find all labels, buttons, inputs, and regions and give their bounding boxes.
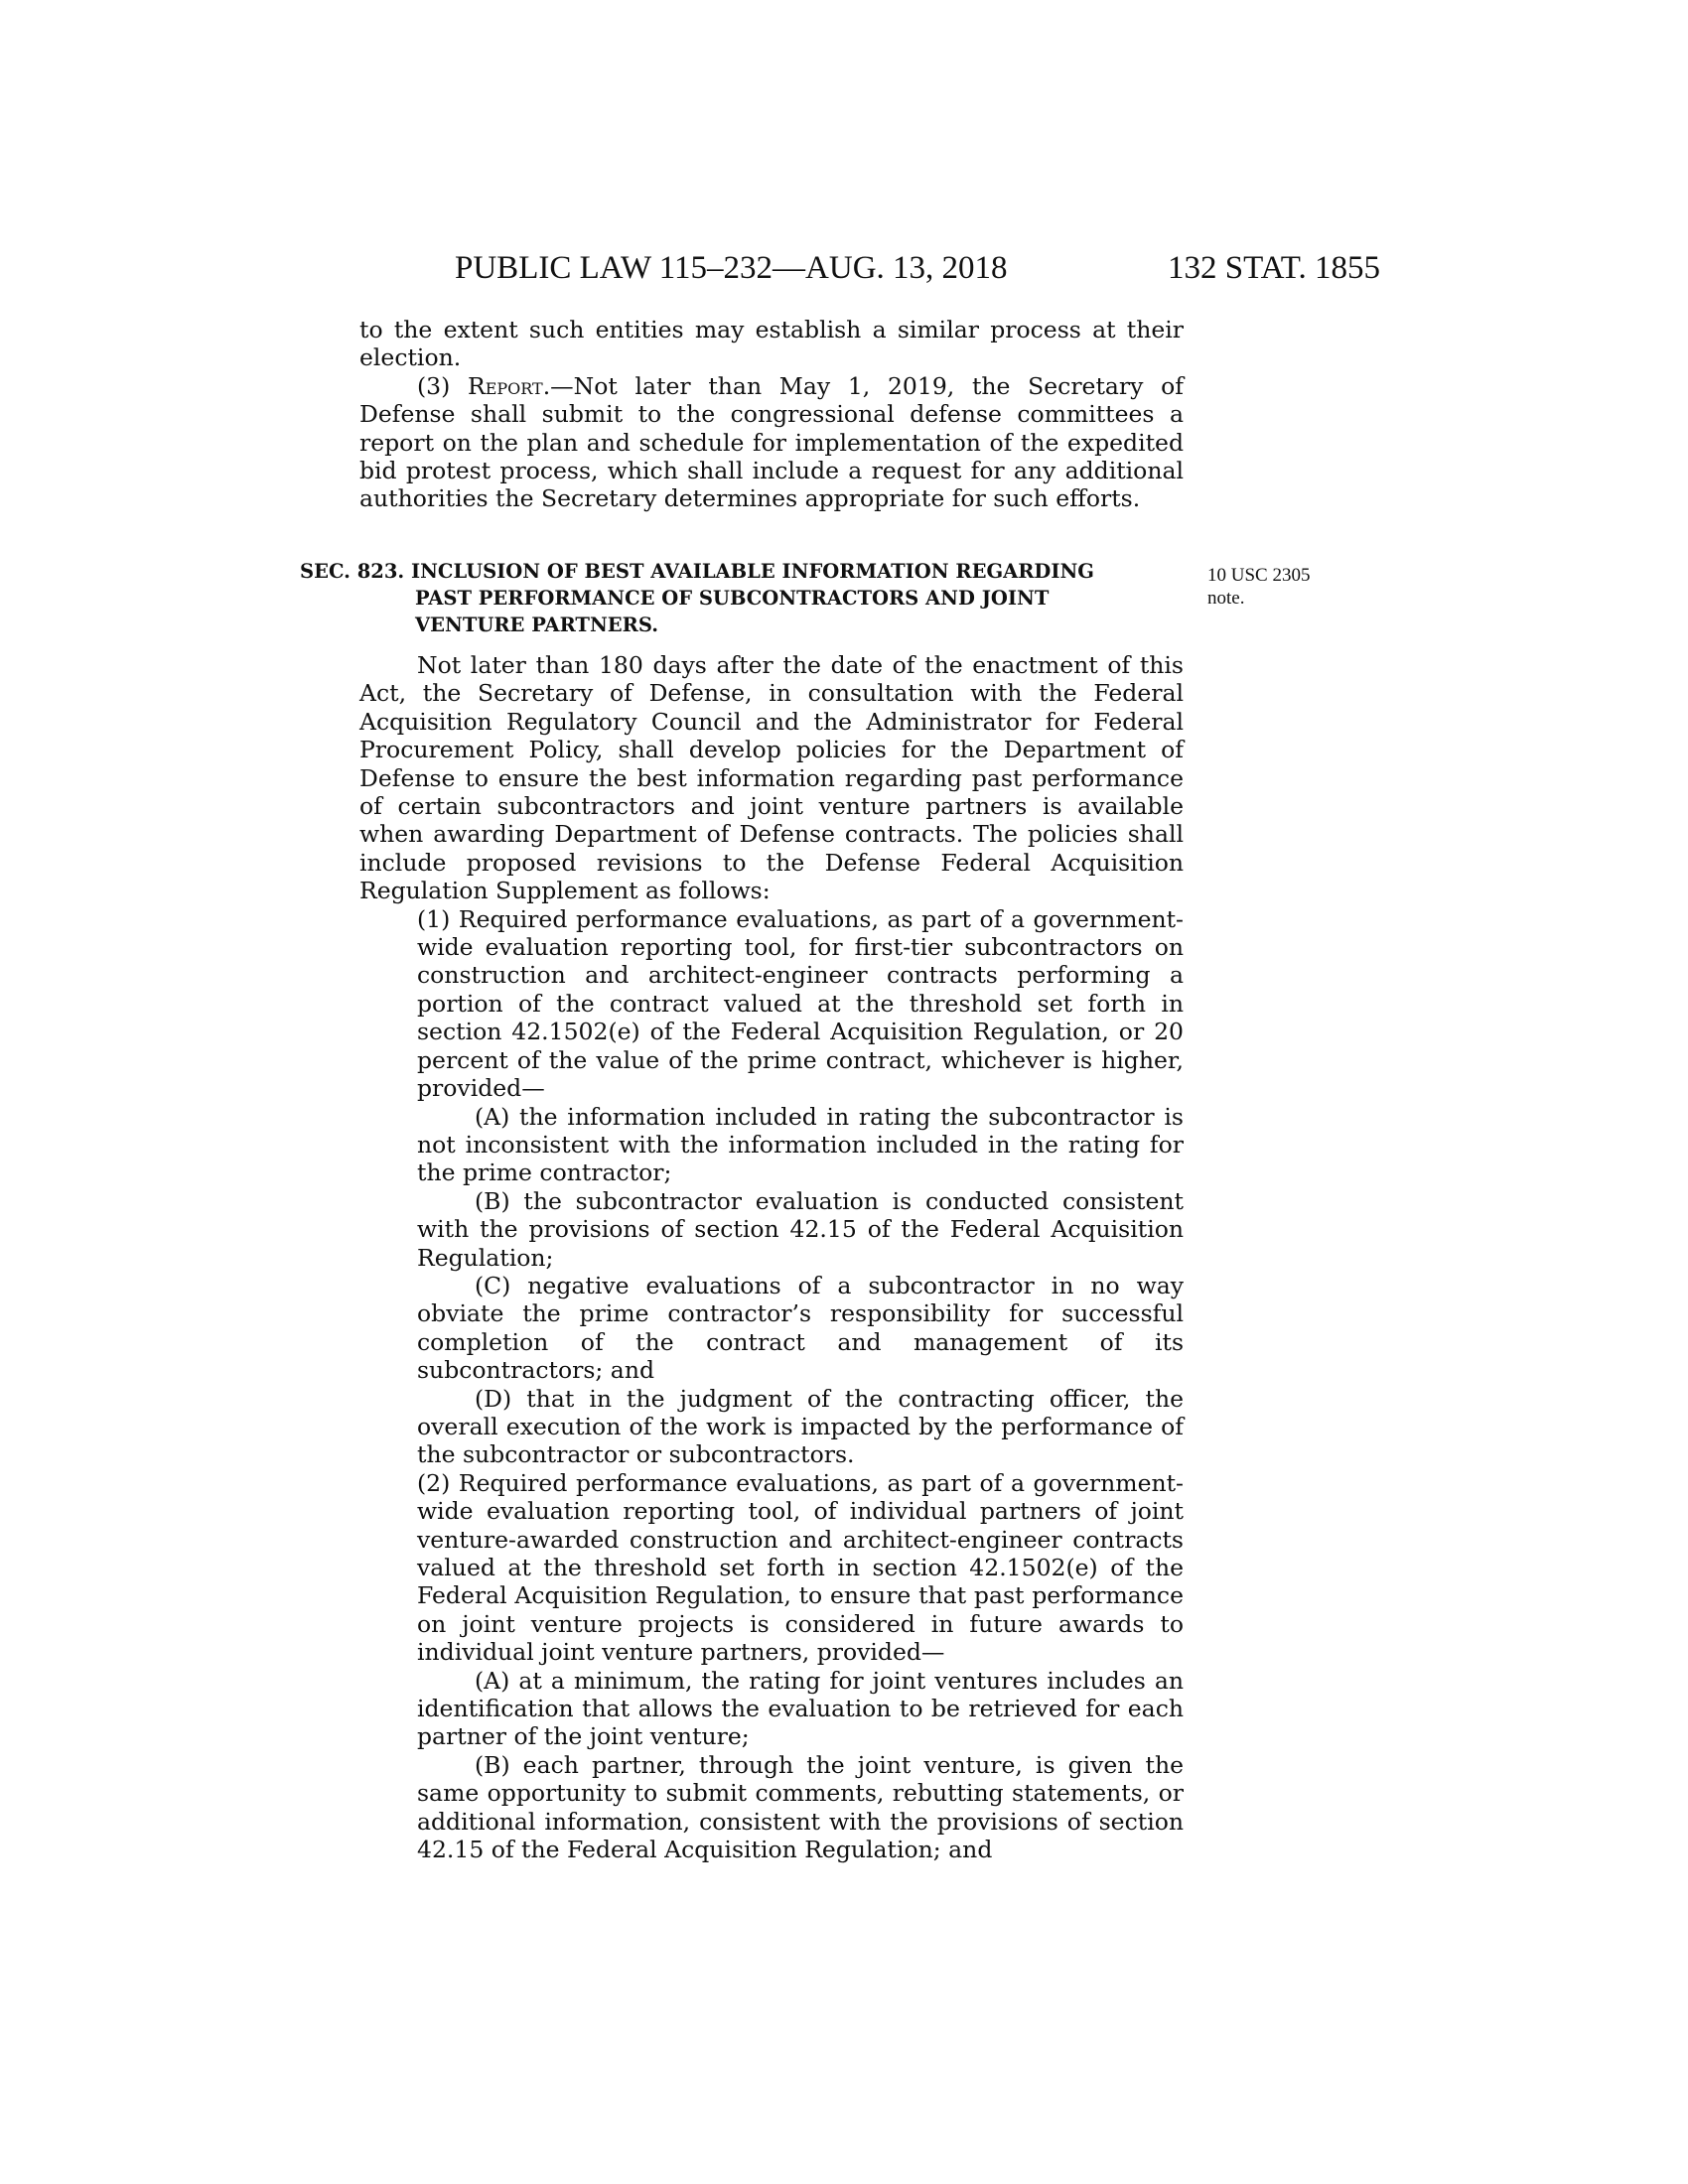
item-1-b: (B) the subcontractor evaluation is conducted consistent with the provisions of section 42.15 of the Federal Acquisition Regulation;: [417, 1186, 1184, 1272]
item-2: (2) Required performance evaluations, as part of a government-wide evaluation reporting tool, of individual partners of joint venture-awarded construction and architect-engineer contracts valued at the threshold set forth in section 42.1502(e) of the Federal Acquisition Regulation, to ensure that past performance on joint venture projects is considered in future awards to individual joint venture partners, provided—: [417, 1468, 1184, 1667]
item-2-a: (A) at a minimum, the rating for joint ventures includes an identification that allows the evaluation to be retrieved for each partner of the joint venture;: [417, 1666, 1184, 1751]
section-heading-line-2: PAST PERFORMANCE OF SUBCONTRACTORS AND JOINT: [415, 587, 1050, 610]
section-heading-line-1: SEC. 823. INCLUSION OF BEST AVAILABLE INFORMATION REGARDING: [300, 560, 1094, 583]
item-1-d: (D) that in the judgment of the contracting officer, the overall execution of the work is impacted by the performance of the subcontractor or subcontractors.: [417, 1384, 1184, 1469]
report-paragraph: [359, 372, 1184, 513]
section-heading: [300, 558, 1184, 638]
public-law-citation: PUBLIC LAW 115–232—AUG. 13, 2018: [455, 250, 1008, 286]
item-1-a: (A) the information included in rating the subcontractor is not inconsistent with the information included in the rating for the prime contractor;: [417, 1102, 1184, 1187]
item-1-c: (C) negative evaluations of a subcontractor in no way obviate the prime contractor’s responsibility for successful completion of the contract and management of its subcontractors; and: [417, 1271, 1184, 1385]
report-text: .—Not later than May 1, 2019, the Secretary of Defense shall submit to the congressional defense committees a report on the plan and schedule for implementation of the expedited bid protest process, which shall include a request for any additional authorities the Secretary determines appropriate for such efforts.: [359, 371, 1184, 513]
margin-note-usc: 10 USC 2305: [1207, 565, 1311, 586]
item-1: (1) Required performance evaluations, as part of a government-wide evaluation reporting tool, for first-tier subcontractors on construction and architect-engineer contracts performing a portion of the contract valued at the threshold set forth in section 42.1502(e) of the Federal Acquisition Regulation, or 20 percent of the value of the prime contract, whichever is higher, provided—: [417, 904, 1184, 1103]
margin-note: [1207, 564, 1310, 610]
intro-block: [359, 316, 1184, 513]
margin-note-note: note.: [1207, 588, 1245, 609]
item-2-b: (B) each partner, through the joint venture, is given the same opportunity to submit comments, rebutting statements, or additional information, consistent with the provisions of section 42.15 of the Federal Acquisition Regulation; and: [417, 1750, 1184, 1864]
page-header: [455, 250, 1380, 290]
report-number: (3): [417, 371, 468, 400]
section-body: [359, 651, 1184, 1863]
continuation-paragraph: to the extent such entities may establish a similar process at their election.: [359, 316, 1184, 372]
section-lead-paragraph: Not later than 180 days after the date of the enactment of this Act, the Secretary of Defense, in consultation with the Federal Acquisition Regulatory Council and the Administrator for Federal Procurement Policy, shall develop policies for the Department of Defense to ensure the best information regarding past performance of certain subcontractors and joint venture partners is available when awarding Department of Defense contracts. The policies shall include proposed revisions to the Defense Federal Acquisition Regulation Supplement as follows:: [359, 651, 1184, 905]
section-heading-line-3: VENTURE PARTNERS.: [415, 614, 659, 636]
report-heading: Report: [468, 371, 543, 400]
statute-page-number: 132 STAT. 1855: [1167, 250, 1380, 286]
